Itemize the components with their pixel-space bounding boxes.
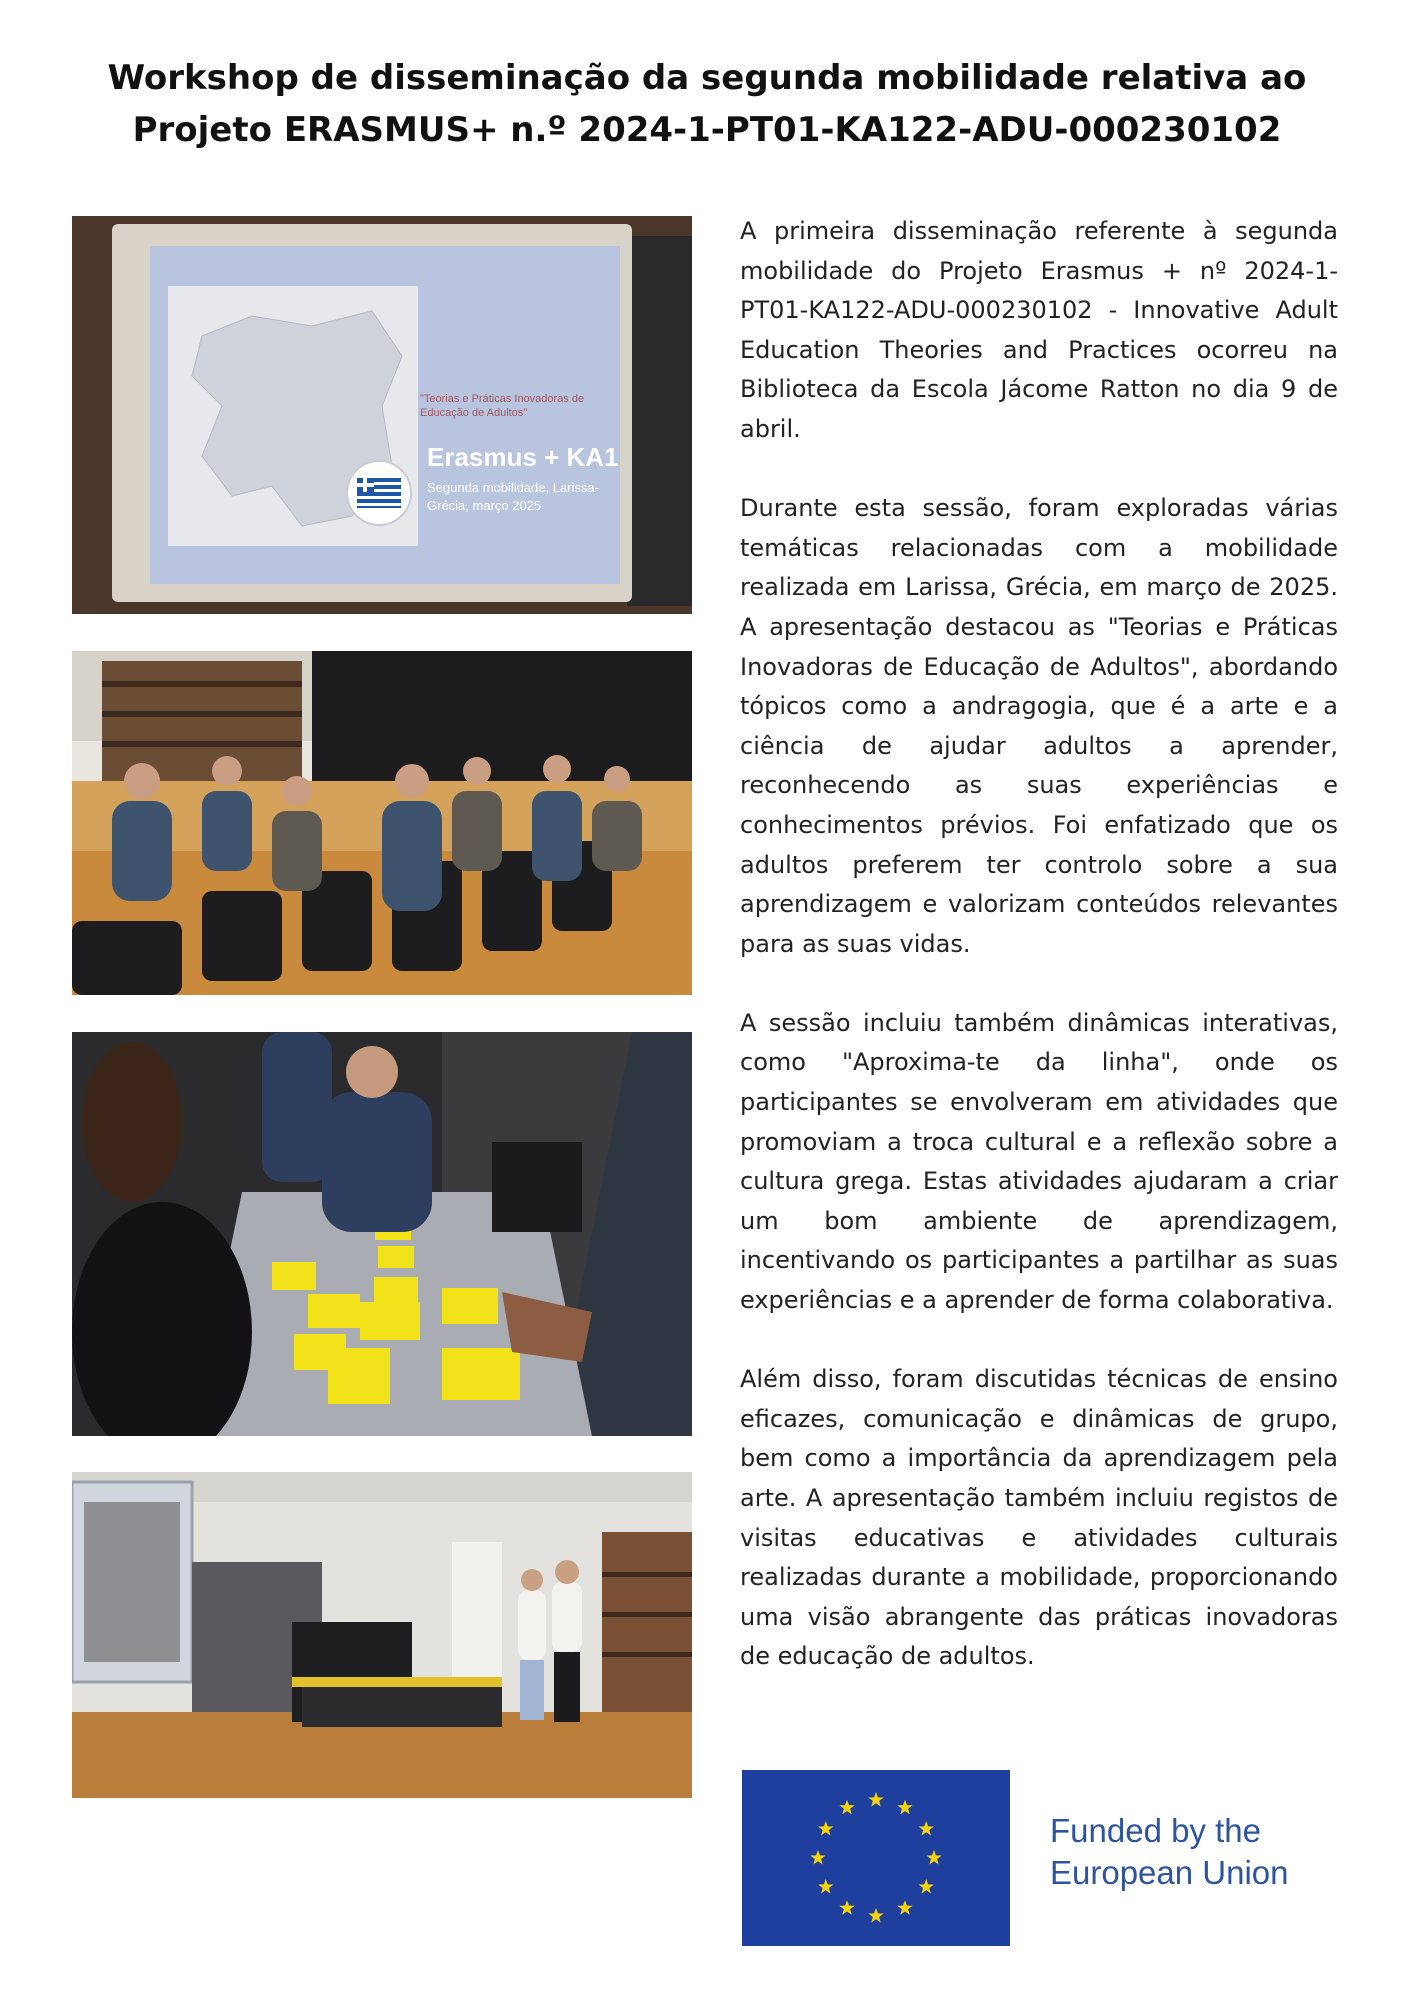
paragraph-4: Além disso, foram discutidas técnicas de ensino eficazes, comunicação e dinâmicas de grupo, bem como a importância da aprendizagem pela arte. A apresentação também incluiu registos de visitas educativas e atividades culturais realizadas durante a mobilidade, proporcionando uma visão abrangente das práticas inovadoras de educação de adultos. <box>740 1365 1338 1671</box>
photo-cards-activity <box>72 1032 692 1436</box>
photo-presentation-slide <box>72 216 692 614</box>
paragraph-1: A primeira disseminação referente à segunda mobilidade do Projeto Erasmus + nº 2024-1-PT01-KA122-ADU-000230102 - Innovative Adult Education Theories and Practices ocorreu na Biblioteca da Escola Jácome Ratton no dia 9 de abril. <box>740 217 1338 443</box>
page-title <box>80 52 1334 156</box>
photo-presenters <box>72 1472 692 1798</box>
paragraph-3: A sessão incluiu também dinâmicas interativas, como "Aproxima-te da linha", onde os participantes se envolveram em atividades que promoviam a troca cultural e a reflexão sobre a cultura grega. Estas atividades ajudaram a criar um bom ambiente de aprendizagem, incentivando os participantes a partilhar as suas experiências e a aprender de forma colaborativa. <box>740 1008 1338 1315</box>
slide-caption-1: Segunda mobilidade, Larissa- <box>427 480 599 495</box>
slide-caption-2: Grécia, março 2025 <box>427 498 542 513</box>
eu-flag-icon <box>742 1770 1010 1946</box>
eu-funding-line-2: European Union <box>1050 1854 1289 1891</box>
photo-participants-seated <box>72 651 692 995</box>
paragraph-2: Durante esta sessão, foram exploradas várias temáticas relacionadas com a mobilidade realizada em Larissa, Grécia, em março de 2025. A apresentação destacou as "Teorias e Práticas Inovadoras de Educação de Adultos", abordando tópicos como a andragogia, que é a arte e a ciência de ajudar adultos a aprender, reconhecendo as suas experiências e conhecimentos prévios. Foi enfatizado que os adultos preferem ter controlo sobre a sua aprendizagem e valorizam conteúdos relevantes para as suas vidas. <box>740 494 1338 958</box>
title-line-1: Workshop de disseminação da segunda mobilidade relativa ao <box>107 58 1307 98</box>
article-body <box>740 212 1338 1717</box>
eu-funding-line-1: Funded by the <box>1050 1812 1261 1849</box>
eu-funding-text <box>1050 1810 1350 1894</box>
slide-subtitle-1: "Teorias e Práticas Inovadoras de <box>420 393 585 405</box>
slide-subtitle-2: Educação de Adultos" <box>420 407 528 419</box>
slide-heading: Erasmus + KA1 <box>427 442 619 472</box>
title-line-2: Projeto ERASMUS+ n.º 2024-1-PT01-KA122-ADU-000230102 <box>132 110 1282 150</box>
